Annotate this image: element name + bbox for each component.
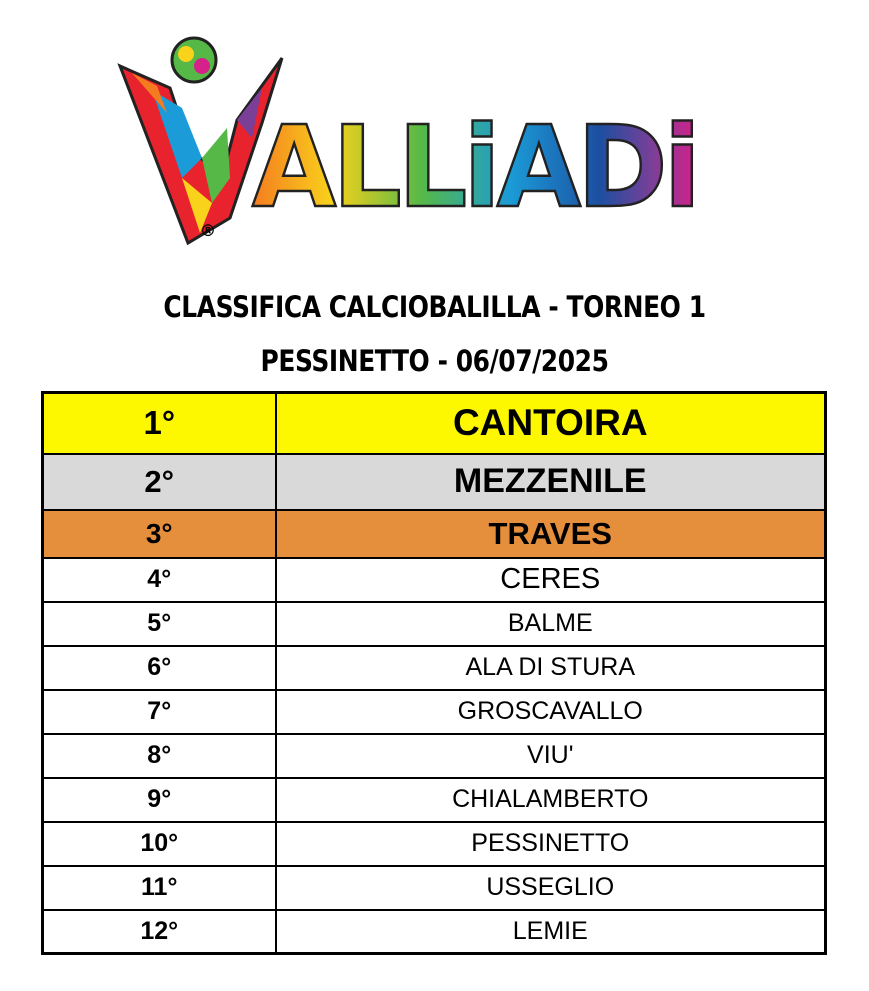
rank-position: 10° — [43, 822, 276, 866]
rank-position: 7° — [43, 690, 276, 734]
table-row — [43, 558, 826, 602]
team-name: MEZZENILE — [276, 454, 826, 510]
team-name: PESSINETTO — [276, 822, 826, 866]
puzzle-figure-icon — [112, 28, 712, 253]
table-row — [43, 778, 826, 822]
table-row — [43, 734, 826, 778]
rank-position: 1° — [43, 393, 276, 454]
event-subtitle: PESSINETTO - 06/07/2025 — [260, 344, 609, 378]
valliadi-logo — [112, 28, 712, 253]
team-name: TRAVES — [276, 510, 826, 558]
rank-position: 11° — [43, 866, 276, 910]
team-name: USSEGLIO — [276, 866, 826, 910]
page-title: CLASSIFICA CALCIOBALILLA - TORNEO 1 — [163, 290, 706, 324]
team-name: CANTOIRA — [276, 393, 826, 454]
table-row — [43, 866, 826, 910]
rank-position: 6° — [43, 646, 276, 690]
registered-mark: ® — [200, 221, 216, 240]
rank-position: 4° — [43, 558, 276, 602]
table-row — [43, 646, 826, 690]
team-name: VIU' — [276, 734, 826, 778]
rank-position: 12° — [43, 910, 276, 954]
team-name: BALME — [276, 602, 826, 646]
team-name: ALA DI STURA — [276, 646, 826, 690]
table-row — [43, 690, 826, 734]
team-name: GROSCAVALLO — [276, 690, 826, 734]
ranking-table — [41, 391, 827, 955]
team-name: CERES — [276, 558, 826, 602]
table-row — [43, 602, 826, 646]
rank-position: 2° — [43, 454, 276, 510]
rank-position: 3° — [43, 510, 276, 558]
rank-position: 9° — [43, 778, 276, 822]
table-row — [43, 393, 826, 454]
table-row — [43, 454, 826, 510]
rank-position: 8° — [43, 734, 276, 778]
table-row — [43, 510, 826, 558]
rank-position: 5° — [43, 602, 276, 646]
logo-wordmark: ALLiADi — [252, 103, 697, 233]
table-row — [43, 822, 826, 866]
team-name: LEMIE — [276, 910, 826, 954]
table-row — [43, 910, 826, 954]
team-name: CHIALAMBERTO — [276, 778, 826, 822]
